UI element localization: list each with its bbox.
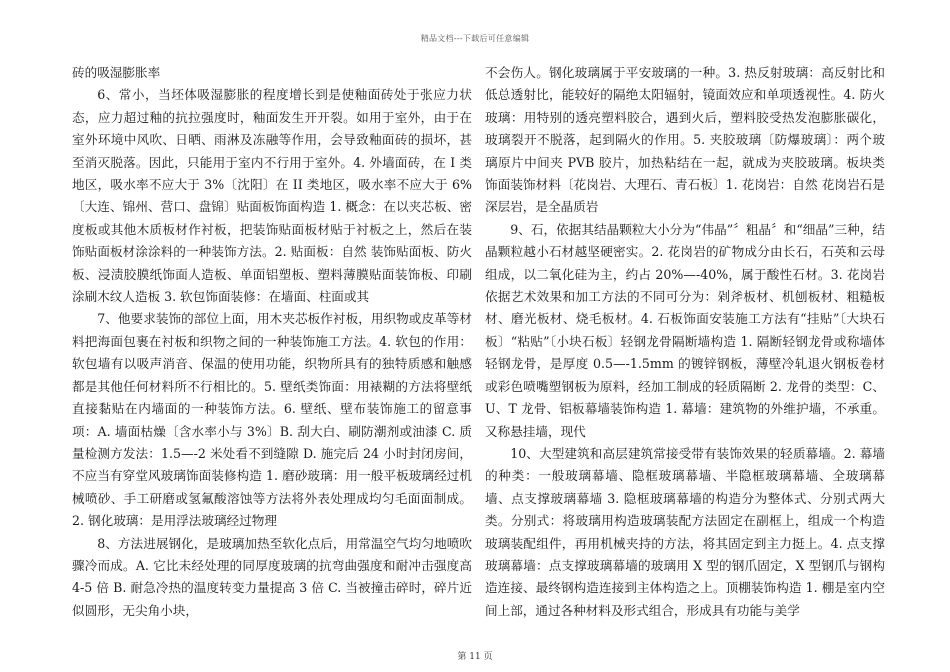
paragraph: 不会伤人。钢化玻璃属于平安玻璃的一种。3. 热反射玻璃：高反射比和低总透射比，能较好的隔绝太阳辐射，镜面效应和单项透视性。4. 防火玻璃：用特别的透亮塑料胶合，遇到火后，塑料胶受热发泡膨胀碳化，玻璃裂开不脱落，起到隔火的作用。5. 夹胶玻璃〔防爆玻璃〕：两个玻璃原片中间夹 PVB 胶片，加热粘结在一起，就成为夹胶玻璃。板块类饰面装饰材料〔花岗岩、大理石、青石板〕1. 花岗岩：自然 花岗岩石是深层岩，是全晶质岩 xyxy=(485,65,885,215)
paragraph: 6、常小，当坯体吸湿膨胀的程度增长到是使釉面砖处于张应力状态，应力超过釉的抗拉强度时，釉面发生开开裂。如用于室外，由于在室外环境中风吹、日晒、雨淋及冻融等作用，会导致釉面砖的损坏，甚至消灭脱落。因此，只能用于室内不行用于室外。4. 外墙面砖，在 I 类地区，吸水率不应大于 3%〔沈阳〕在 II 类地区，吸水率不应大于 6%〔大连、锦州、营口、盘锦〕贴面板饰面构造 1. 概念：在以夹芯板、密度板或其他木质板材作衬板，把装饰贴面板材贴于衬板之上，然后在装饰贴面板材涂涂料的一种装饰方法。2. 贴面板：自然 装饰贴面板、防火板、浸渍胶膜纸饰面人造板、单面铝塑板、塑料薄膜贴面装饰板、印刷涂刷木纹人造板 3. 软包饰面装修：在墙面、柱面或其 xyxy=(72,87,472,305)
page-number: 第 11 页 xyxy=(457,652,493,662)
paragraph: 9、石，依据其结晶颗粒大小分为“伟晶”〞粗晶〞和“细晶”三种，结晶颗粒越小石材越坚硬密实。2. 花岗岩的矿物成分由长石，石英和云母组成，以二氧化硅为主，约占 20%—-40%，属于酸性石材。3. 花岗岩依据艺术效果和加工方法的不同可分为：剁斧板材、机刨板材、粗糙板材、磨光板材、烧毛板材。4. 石板饰面安装施工方法有“挂贴”〔大块石板〕“粘贴”〔小块石板〕轻钢龙骨隔断墙构造 1. 隔断轻钢龙骨或称墙体轻钢龙骨，是厚度 0.5—-1.5mm 的镀锌钢板，薄壁冷轧退火钢板卷材或彩色喷嘴塑钢板为原料，经加工制成的轻质隔断 2. 龙骨的类型：C、U、T 龙骨、铝板幕墙装饰构造 1. 幕墙：建筑物的外维护墙，不承重。又称悬挂墙，现代 xyxy=(485,221,885,439)
paragraph: 砖的吸湿膨胀率 xyxy=(72,65,161,80)
paragraph: 7、他要求装饰的部位上面，用木夹芯板作衬板，用织物或皮革等材料把海面包裹在衬板和织物之间的一种装饰施工方法。4. 软包的作用：软包墙有以吸声消音、保温的使用功能，织物所具有的独特质感和触感都是其他任何材料所不行相比的。5. 壁纸类饰面：用裱糊的方法将壁纸直接黏贴在内墙面的一种装饰方法。6. 壁纸、壁布装饰施工的留意事项：A. 墙面枯燥〔含水率小与 3%〕B. 刮大白、刷防潮剂或油漆 C. 质量检测方发法：1.5—-2 米处看不到缝隙 D. 施完后 24 小时封闭房间，不应当有穿堂风玻璃饰面装修构造 1. 磨砂玻璃：用一般平板玻璃经过机械喷砂、手工研磨或氢氟酸溶蚀等方法将外表处理成均匀毛面面制成。2. 钢化玻璃：是用浮法玻璃经过物理 xyxy=(72,311,472,529)
page-header: 精品文档---下载后可任意编辑 xyxy=(420,34,530,43)
left-column xyxy=(72,62,472,622)
right-column xyxy=(485,62,885,622)
paragraph: 8、方法进展钢化，是玻璃加热至软化点后，用常温空气均匀地喷吹骤冷而成。A. 它比未经处理的同厚度玻璃的抗弯曲强度和耐冲击强度高 4-5 倍 B. 耐急冷热的温度转变力量提高 3 倍 C. 当被撞击碎时，碎片近似圆形，无尖角小块， xyxy=(72,535,472,618)
paragraph: 10、大型建筑和高层建筑常接受带有装饰效果的轻质幕墙。2. 幕墙的种类：一般玻璃幕墙、隐框玻璃幕墙、半隐框玻璃幕墙、全玻璃幕墙、点支撑玻璃幕墙 3. 隐框玻璃幕墙的构造分为整体式、分别式两大类。分别式：将玻璃用构造玻璃装配方法固定在副框上，组成一个构造玻璃装配组件，再用机械夹持的方法，将其固定到主力挺上。4. 点支撑玻璃幕墙：点支撑玻璃幕墙的玻璃用 X 型的钢爪固定，X 型钢爪与钢构造连接、最终钢构造连接到主体构造之上。顶棚装饰构造 1. 棚是室内空间上部，通过各种材料及形式组合，形成具有功能与美学 xyxy=(485,445,885,618)
